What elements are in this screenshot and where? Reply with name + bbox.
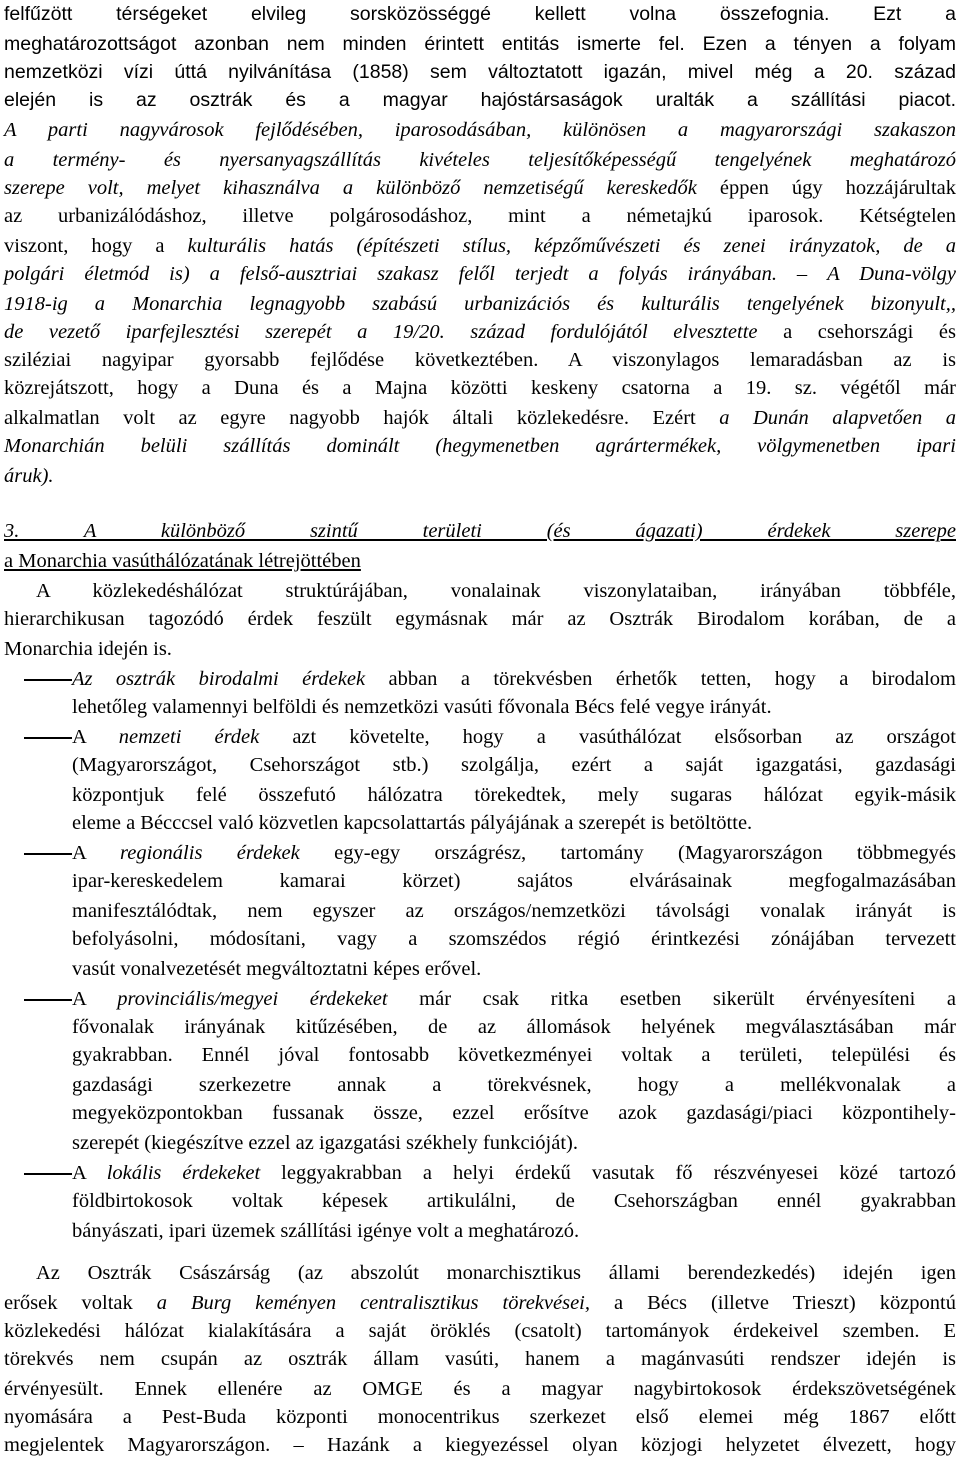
- list-item-line: [72, 925, 956, 953]
- text-run: az urbanizálódáshoz, illetve polgárosodáshoz, mint a németajkú iparosok. Kétségtelen: [4, 205, 956, 227]
- paragraph-line: [4, 146, 956, 174]
- text-run: szerepét (kiegészítve ezzel az igazgatási székhely funkcióját).: [72, 1132, 578, 1154]
- list-item-line: [72, 1041, 956, 1069]
- text-run: regionális érdekek: [120, 842, 300, 864]
- list-item-line: [72, 985, 956, 1013]
- paragraph-line: [4, 58, 956, 86]
- paragraph-line: [4, 86, 956, 114]
- text-run: Monarchián belüli szállítás dominált (hegymenetben agrártermékek, völgymenetben ipari: [4, 435, 956, 457]
- paragraph-line: [4, 30, 956, 58]
- list-item-line: [72, 723, 956, 751]
- list-item-line: [72, 897, 956, 925]
- paragraph-line: [4, 174, 956, 202]
- dash-bullet-icon: [24, 1173, 72, 1175]
- text-run: leggyakrabban a helyi érdekű vasutak fő részvényesei közé tartozó: [260, 1162, 956, 1184]
- paragraph-line: [4, 346, 956, 374]
- paragraph-line: [4, 1345, 956, 1373]
- dash-bullet-icon: [24, 999, 72, 1001]
- text-run: A: [72, 726, 119, 748]
- text-run: lokális érdekeket: [106, 1162, 261, 1184]
- text-run: polgári életmód is) a felső-ausztriai szakasz felől terjedt a folyás irányában.: [4, 263, 777, 285]
- text-run: szerepe volt, melyet kihasználva a különböző nemzetiségű kereskedők: [4, 177, 697, 199]
- text-run: 1918-ig a Monarchia legnagyobb szabású urbanizációs és kulturális tengelyének bizonyult,,: [4, 293, 956, 315]
- paragraph-line: [4, 318, 956, 346]
- list-item-line: [72, 809, 752, 837]
- text-run: abban a törekvésben érhetők tetten, hogy a birodalom: [365, 668, 956, 690]
- dash-bullet-icon: [24, 737, 72, 739]
- paragraph-line: [4, 432, 956, 460]
- text-run: kulturális hatás (építészeti stílus, képzőművészeti és zenei irányzatok, de a: [187, 235, 956, 257]
- list-item-line: [72, 1129, 578, 1157]
- text-run: érvényesült. Ennek ellenére az OMGE és a magyar nagybirtokosok érdekszövetségének: [4, 1378, 956, 1400]
- list-item-line: [72, 1217, 579, 1245]
- text-run: gazdasági szerkezetre annak a törekvésnek, hogy a mellékvonalak a: [72, 1074, 956, 1096]
- text-run: nemzetközi vízi úttá nyilvánítása (1858) sem változtatott igazán, mivel még a 20. század: [4, 61, 956, 83]
- text-run: azt követelte, hogy a vasúthálózat elsősorban az országot: [259, 726, 956, 748]
- text-run: (Magyarországot, Csehországot stb.) szolgálja, ezért a saját igazgatási, gazdasági: [72, 754, 956, 776]
- text-run: A Duna-völgy: [827, 263, 957, 285]
- text-run: –: [776, 263, 828, 285]
- paragraph-line: [4, 0, 956, 28]
- paragraph-line: [4, 404, 956, 432]
- text-run: A parti nagyvárosok fejlődésében, iparosodásában, különösen a magyarországi szakaszon: [4, 119, 956, 141]
- section-heading-line-2: a Monarchia vasúthálózatának létrejöttében: [4, 550, 361, 572]
- text-run: Az osztrák birodalmi érdekek: [72, 668, 366, 690]
- paragraph-line: [4, 116, 956, 144]
- paragraph-line: [4, 232, 956, 260]
- list-item-line: [72, 665, 956, 693]
- text-run: meghatározottságot azonban nem minden érintett entitás ismerte fel. Ezen a tényen a folyam: [4, 33, 956, 55]
- text-run: egy-egy országrész, tartomány (Magyarországon többmegyés: [299, 842, 956, 864]
- text-run: A: [72, 1162, 107, 1184]
- text-run: sziléziai nagyipar gyorsabb fejlődése következtében. A viszonylagos lemaradásban az is: [4, 349, 956, 371]
- text-run: nemzeti érdek: [118, 726, 260, 748]
- list-item-line: [72, 781, 956, 809]
- paragraph-line: [4, 1431, 956, 1459]
- text-run: már csak ritka esetben sikerült érvényesíteni a: [387, 988, 956, 1010]
- text-run: fővonalak irányának kitűzésében, de az állomások helyének megválasztásában már: [72, 1016, 956, 1038]
- text-run: nyomására a Pest-Buda központi monocentrikus szerkezet első elemei még 1867 előtt: [4, 1406, 956, 1428]
- text-run: földbirtokosok voltak képesek artikulálni, de Csehországban ennél gyakrabban: [72, 1190, 956, 1212]
- paragraph-line: [4, 1403, 956, 1431]
- list-item-line: [72, 1159, 956, 1187]
- text-run: manifesztálódtak, nem egyszer az országos/nemzetközi távolsági vonalak irányát is: [72, 900, 956, 922]
- text-run: provinciális/megyei érdekeket: [117, 988, 388, 1010]
- text-run: A: [72, 842, 121, 864]
- list-item-line: [72, 955, 481, 983]
- list-item-line: [72, 1187, 956, 1215]
- text-run: központjuk felé összefutó hálózatra törekedtek, mely sugaras hálózat egyik-másik: [72, 784, 956, 806]
- paragraph-line: [36, 577, 956, 605]
- text-run: a termény- és nyersanyagszállítás kivételes teljesítőképességű tengelyének meghatározó: [4, 149, 956, 171]
- text-run: eleme a Bécccsel való közvetlen kapcsolattartás pályájának a szerepét is betöltötte.: [72, 812, 753, 834]
- text-run: áruk).: [4, 465, 54, 487]
- text-run: megjelentek Magyarországon. – Hazánk a kiegyezéssel olyan közjogi helyzetet élvezett, hogy: [4, 1434, 956, 1456]
- text-run: a Burg keményen centralisztikus törekvései,: [156, 1292, 590, 1314]
- paragraph-line: [36, 1259, 956, 1287]
- dash-bullet-icon: [24, 853, 72, 855]
- text-run: ipar-kereskedelem kamarai körzet) sajátos elvárásainak megfogalmazásában: [72, 870, 956, 892]
- text-run: bányászati, ipari üzemek szállítási igénye volt a meghatározó.: [72, 1220, 580, 1242]
- text-run: lehetőleg valamennyi belföldi és nemzetközi vasúti fővonala Bécs felé vegye irányát.: [72, 696, 772, 718]
- paragraph-line: [4, 1375, 956, 1403]
- paragraph-line: [4, 1317, 956, 1345]
- list-item-line: [72, 1071, 956, 1099]
- text-run: Monarchia idején is.: [4, 638, 172, 660]
- list-item-line: [72, 867, 956, 895]
- list-item-line: [72, 839, 956, 867]
- dash-bullet-icon: [24, 679, 72, 681]
- text-run: hierarchikusan tagozódó érdek feszült egymásnak már az Osztrák Birodalom korában, de a: [4, 608, 956, 630]
- text-run: A: [72, 988, 118, 1010]
- list-item-line: [72, 1099, 956, 1127]
- paragraph-line: [4, 635, 172, 663]
- text-run: viszont, hogy a: [4, 235, 188, 257]
- paragraph-line: [4, 290, 956, 318]
- text-run: a Dunán alapvetően a: [719, 407, 956, 429]
- text-run: A közlekedéshálózat struktúrájában, vonalainak viszonylataiban, irányában többféle,: [36, 580, 956, 602]
- paragraph-line: [4, 260, 956, 288]
- text-run: közrejátszott, hogy a Duna és a Majna közötti keskeny csatorna a 19. sz. végétől már: [4, 377, 956, 399]
- text-run: megyeközpontokban fussanak össze, ezzel erősítve azok gazdasági/piaci központihely-: [72, 1102, 956, 1124]
- paragraph-line: [4, 605, 956, 633]
- list-item-line: [72, 693, 772, 721]
- text-run: de vezető iparfejlesztési szerepét a 19/20. század fordulójától elvesztette: [4, 321, 758, 343]
- text-run: a csehországi és: [757, 321, 956, 343]
- list-item-line: [72, 1013, 956, 1041]
- text-run: a Bécs (illetve Trieszt) központú: [589, 1292, 956, 1314]
- paragraph-line: [4, 1289, 956, 1317]
- text-run: Az Osztrák Császárság (az abszolút monarchisztikus állami berendezkedés) idején igen: [36, 1262, 956, 1284]
- text-run: elején is az osztrák és a magyar hajóstársaságok uralták a szállítási piacot.: [4, 89, 956, 111]
- text-run: éppen úgy hozzájárultak: [696, 177, 956, 199]
- text-run: közlekedési hálózat kialakítására a saját öröklés (csatolt) tartományok érdekeivel szemben. E: [4, 1320, 956, 1342]
- text-run: felfűzött térségeket elvileg sorsközösséggé kellett volna összefognia. Ezt a: [4, 3, 956, 25]
- section-heading-line-1: 3. A különböző szintű területi (és ágazati) érdekek szerepe: [4, 520, 956, 542]
- paragraph-line: [4, 202, 956, 230]
- text-run: gyakrabban. Ennél jóval fontosabb következményei voltak a területi, települési és: [72, 1044, 956, 1066]
- list-item-line: [72, 751, 956, 779]
- text-run: befolyásolni, módosítani, vagy a szomszédos régió érintkezési zónájában tervezett: [72, 928, 956, 950]
- text-run: alkalmatlan volt az egyre nagyobb hajók általi közlekedésre. Ezért: [4, 407, 720, 429]
- text-run: vasút vonalvezetését megváltoztatni képes erővel.: [72, 958, 482, 980]
- text-run: erősek voltak: [4, 1292, 157, 1314]
- paragraph-line: [4, 462, 54, 490]
- paragraph-line: [4, 374, 956, 402]
- text-run: törekvés nem csupán az osztrák állam vasúti, hanem a magánvasúti rendszer idején is: [4, 1348, 956, 1370]
